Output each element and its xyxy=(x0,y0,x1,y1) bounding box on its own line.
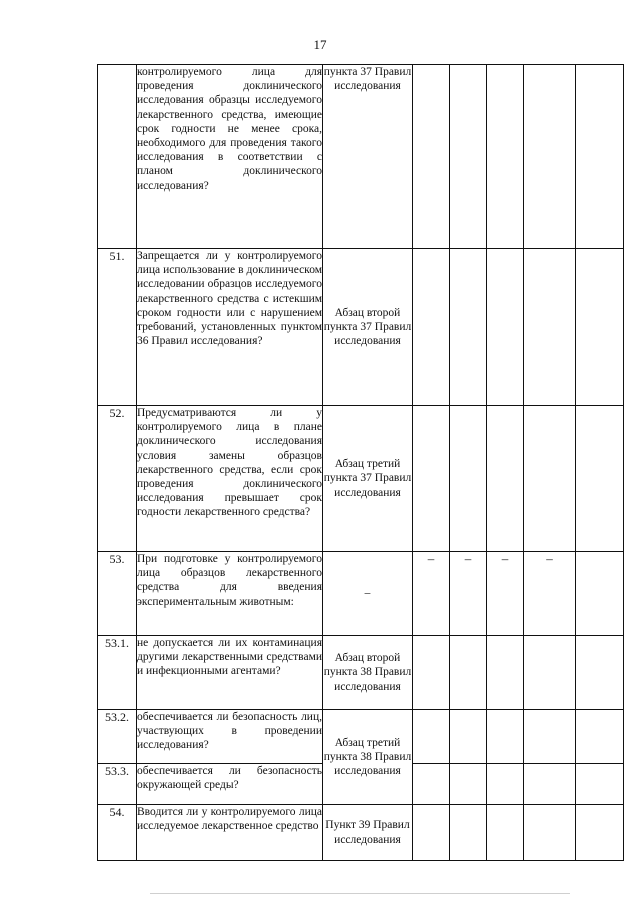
dash-mark: – xyxy=(427,551,435,566)
requirement-text: не допускается ли их контаминация другими лекарственными средствами и инфекционными агентами? xyxy=(137,636,323,710)
answer-cell-extra[interactable] xyxy=(576,65,624,249)
answer-cell-extra[interactable] xyxy=(576,406,624,552)
answer-cell-note[interactable] xyxy=(524,764,576,805)
regulation-reference: Абзац третий пункта 38 Правил исследования xyxy=(323,710,413,805)
answer-cell-extra[interactable] xyxy=(576,249,624,406)
dash-mark: – xyxy=(501,551,509,566)
table-row xyxy=(98,65,624,249)
answer-cell-yes[interactable] xyxy=(413,65,450,249)
answer-cell-note[interactable] xyxy=(524,406,576,552)
answer-cell-extra[interactable] xyxy=(576,710,624,764)
answer-cell-note[interactable] xyxy=(524,710,576,764)
answer-cell-note[interactable] xyxy=(524,249,576,406)
row-number: 53.1. xyxy=(98,636,137,710)
requirement-text: Предусматриваются ли у контролируемого лица в плане доклинического исследования условия замены образцов лекарственного средства, если срок проведения доклинического исследования превышает срок годности лекарственного средства? xyxy=(137,406,323,552)
answer-cell-yes[interactable] xyxy=(413,636,450,710)
answer-cell-yes[interactable] xyxy=(413,764,450,805)
dash-mark: – xyxy=(546,551,553,566)
answer-cell-not-applicable xyxy=(487,552,524,636)
answer-cell-yes xyxy=(413,552,450,636)
answer-cell-yes[interactable] xyxy=(413,406,450,552)
answer-cell-no[interactable] xyxy=(450,764,487,805)
answer-cell-note[interactable] xyxy=(524,65,576,249)
answer-cell-note[interactable] xyxy=(524,636,576,710)
row-number: 52. xyxy=(98,406,137,552)
answer-cell-no[interactable] xyxy=(450,710,487,764)
answer-cell-note xyxy=(524,552,576,636)
answer-cell-not-applicable[interactable] xyxy=(487,764,524,805)
answer-cell-no[interactable] xyxy=(450,636,487,710)
answer-cell-extra[interactable] xyxy=(576,805,624,861)
table-row xyxy=(98,552,624,636)
regulation-reference: Пункт 39 Правил исследования xyxy=(323,805,413,861)
answer-cell-yes[interactable] xyxy=(413,710,450,764)
answer-cell-extra[interactable] xyxy=(576,636,624,710)
answer-cell-extra xyxy=(576,552,624,636)
requirement-text: При подготовке у контролируемого лица образцов лекарственного средства для введения экспериментальным животным: xyxy=(137,552,323,636)
scan-edge-line xyxy=(150,893,570,894)
table-row xyxy=(98,805,624,861)
answer-cell-not-applicable[interactable] xyxy=(487,249,524,406)
answer-cell-not-applicable[interactable] xyxy=(487,406,524,552)
table-row xyxy=(98,636,624,710)
regulation-reference: Абзац второй пункта 38 Правил исследования xyxy=(323,636,413,710)
regulation-reference: Абзац второй пункта 37 Правил исследования xyxy=(323,249,413,406)
answer-cell-no xyxy=(450,552,487,636)
checklist-table xyxy=(97,64,624,861)
answer-cell-no[interactable] xyxy=(450,805,487,861)
answer-cell-no[interactable] xyxy=(450,406,487,552)
row-number: 54. xyxy=(98,805,137,861)
dash-mark: – xyxy=(464,551,472,566)
regulation-reference: Абзац третий пункта 37 Правил исследования xyxy=(323,406,413,552)
requirement-text: Запрещается ли у контролируемого лица использование в доклиническом исследовании образцов исследуемого лекарственного средства с истекшим сроком годности или с нарушением требований, установленных пунктом 36 Правил исследования? xyxy=(137,249,323,406)
regulation-reference: – xyxy=(323,552,413,636)
requirement-text: обеспечивается ли безопасность лиц, участвующих в проведении исследования? xyxy=(137,710,323,764)
answer-cell-not-applicable[interactable] xyxy=(487,65,524,249)
row-number xyxy=(98,65,137,249)
table-row xyxy=(98,406,624,552)
answer-cell-extra[interactable] xyxy=(576,764,624,805)
answer-cell-no[interactable] xyxy=(450,65,487,249)
answer-cell-yes[interactable] xyxy=(413,249,450,406)
row-number: 53.3. xyxy=(98,764,137,805)
requirement-text: обеспечивается ли безопасность окружающей среды? xyxy=(137,764,323,805)
row-number: 53.2. xyxy=(98,710,137,764)
answer-cell-not-applicable[interactable] xyxy=(487,805,524,861)
answer-cell-no[interactable] xyxy=(450,249,487,406)
answer-cell-yes[interactable] xyxy=(413,805,450,861)
row-number: 53. xyxy=(98,552,137,636)
answer-cell-not-applicable[interactable] xyxy=(487,636,524,710)
regulation-reference: пункта 37 Правил исследования xyxy=(323,65,413,249)
answer-cell-note[interactable] xyxy=(524,805,576,861)
requirement-text: контролируемого лица для проведения доклинического исследования образцы исследуемого лекарственного средства, имеющие срок годности не менее срока, необходимого для проведения такого исследования в соответствии с планом доклинического исследования? xyxy=(137,65,323,249)
row-number: 51. xyxy=(98,249,137,406)
table-row xyxy=(98,249,624,406)
requirement-text: Вводится ли у контролируемого лица исследуемое лекарственное средство xyxy=(137,805,323,861)
table-row xyxy=(98,710,624,764)
answer-cell-not-applicable[interactable] xyxy=(487,710,524,764)
page-number: 17 xyxy=(313,37,327,52)
